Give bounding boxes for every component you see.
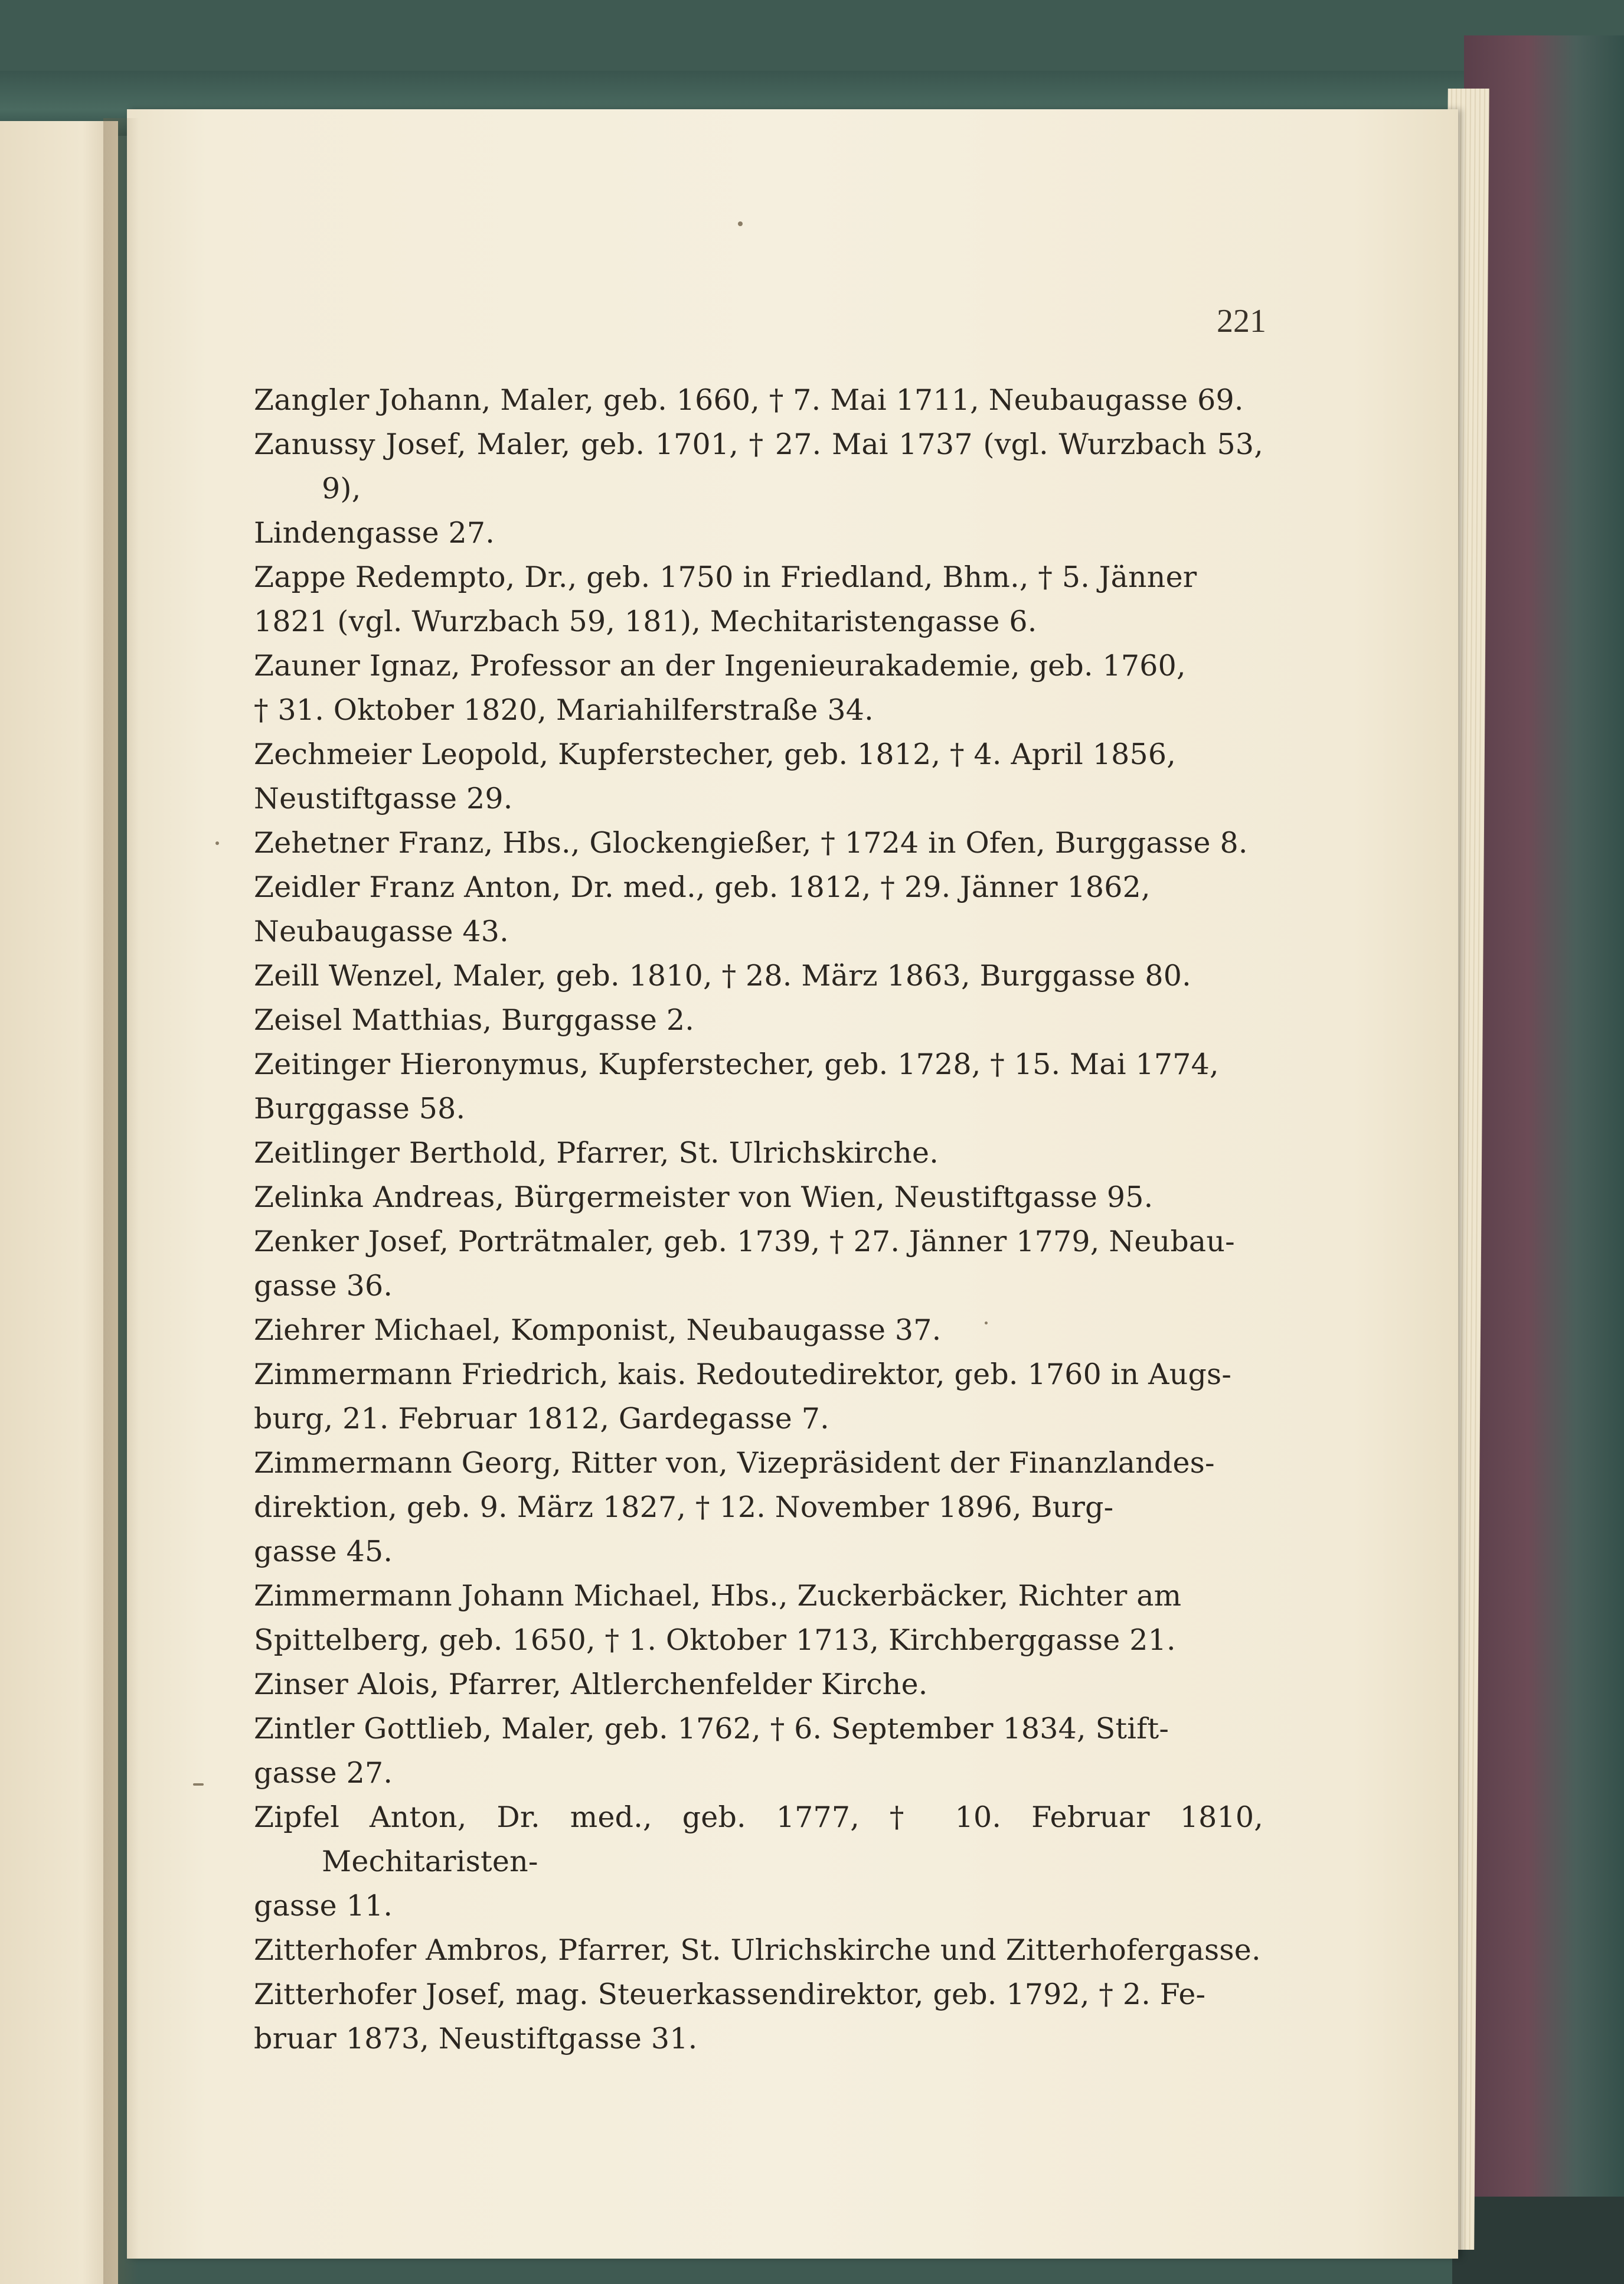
- entry: [254, 1219, 1263, 1308]
- entry-line-first: Zintler Gottlieb, Maler, geb. 1762, † 6. September 1834, Stift-: [254, 1712, 1169, 1745]
- entry: [254, 555, 1263, 644]
- entry-line-first: Zimmermann Friedrich, kais. Redoutedirektor, geb. 1760 in Augs-: [254, 1358, 1232, 1391]
- entry-line-continuation: bruar 1873, Neustiftgasse 31.: [254, 2022, 698, 2055]
- entry: [254, 821, 1263, 865]
- entry-line-continuation: burg, 21. Februar 1812, Gardegasse 7.: [254, 1402, 829, 1435]
- book-cover-right: [1464, 35, 1624, 2284]
- entry-line-first: Zappe Redempto, Dr., geb. 1750 in Friedland, Bhm., † 5. Jänner: [254, 560, 1197, 594]
- entry: [254, 1928, 1263, 1972]
- entry-line-first: Zangler Johann, Maler, geb. 1660, † 7. Mai 1711, Neubaugasse 69.: [254, 383, 1244, 417]
- entry-list: [254, 378, 1263, 2061]
- entry-line-continuation: Spittelberg, geb. 1650, † 1. Oktober 1713, Kirchberggasse 21.: [254, 1623, 1176, 1657]
- entry: [254, 865, 1263, 954]
- paper-speck: [193, 1783, 204, 1786]
- entry-line-first: Zitterhofer Ambros, Pfarrer, St. Ulrichskirche und Zitterhofergasse.: [254, 1933, 1261, 1967]
- entry-line-continuation: gasse 27.: [254, 1756, 393, 1790]
- entry-line-first: Zitterhofer Josef, mag. Steuerkassendirektor, geb. 1792, † 2. Fe-: [254, 1978, 1206, 2011]
- entry-line-first: Zeitlinger Berthold, Pfarrer, St. Ulrichskirche.: [254, 1136, 939, 1170]
- entry-line-continuation: Burggasse 58.: [254, 1092, 466, 1125]
- paper-speck: [215, 841, 219, 845]
- entry-line-first: Zimmermann Georg, Ritter von, Vizepräsident der Finanzlandes-: [254, 1446, 1215, 1480]
- paper-speck: [738, 221, 743, 226]
- entry-line-first: Zehetner Franz, Hbs., Glockengießer, † 1724 in Ofen, Burggasse 8.: [254, 826, 1248, 860]
- entry-line-continuation: gasse 11.: [254, 1889, 393, 1923]
- entry: [254, 732, 1263, 821]
- entry-line-first: Zipfel Anton, Dr. med., geb. 1777, † 10. Februar 1810, Mechitaristen-: [254, 1800, 1263, 1878]
- page-number: 221: [1217, 303, 1266, 340]
- entry-line-first: Zenker Josef, Porträtmaler, geb. 1739, † 27. Jänner 1779, Neubau-: [254, 1225, 1235, 1258]
- entry-line-continuation: 1821 (vgl. Wurzbach 59, 181), Mechitaristengasse 6.: [254, 605, 1037, 638]
- entry: [254, 1175, 1263, 1219]
- entry-line-continuation: gasse 45.: [254, 1535, 393, 1568]
- entry-line-continuation: Lindengasse 27.: [254, 516, 495, 550]
- entry: [254, 378, 1263, 422]
- entry: [254, 998, 1263, 1042]
- entry: [254, 1131, 1263, 1175]
- entry-line-first: Zauner Ignaz, Professor an der Ingenieurakademie, geb. 1760,: [254, 649, 1186, 683]
- entry: [254, 1441, 1263, 1574]
- entry: [254, 1972, 1263, 2061]
- entry-line-first: Zanussy Josef, Maler, geb. 1701, † 27. Mai 1737 (vgl. Wurzbach 53, 9),: [254, 428, 1263, 505]
- entry-line-continuation: gasse 36.: [254, 1269, 393, 1303]
- paper-speck: [985, 1322, 988, 1324]
- entry-line-continuation: Neubaugasse 43.: [254, 915, 509, 948]
- entry: [254, 1308, 1263, 1352]
- entry-line-first: Zeidler Franz Anton, Dr. med., geb. 1812, † 29. Jänner 1862,: [254, 870, 1151, 904]
- entry-line-continuation: † 31. Oktober 1820, Mariahilferstraße 34.: [254, 693, 874, 727]
- background-shadow: [1452, 2197, 1624, 2284]
- entry-line-first: Zimmermann Johann Michael, Hbs., Zuckerbäcker, Richter am: [254, 1579, 1182, 1613]
- entry: [254, 644, 1263, 732]
- gutter-shadow: [103, 118, 139, 2284]
- entry-line-first: Zeisel Matthias, Burggasse 2.: [254, 1003, 694, 1037]
- entry-line-first: Ziehrer Michael, Komponist, Neubaugasse 37.: [254, 1313, 942, 1347]
- entry: [254, 422, 1263, 555]
- entry: [254, 1662, 1263, 1707]
- entry-line-first: Zelinka Andreas, Bürgermeister von Wien, Neustiftgasse 95.: [254, 1180, 1154, 1214]
- entry-line-continuation: Neustiftgasse 29.: [254, 782, 513, 815]
- entry-line-first: Zeitinger Hieronymus, Kupferstecher, geb. 1728, † 15. Mai 1774,: [254, 1048, 1219, 1081]
- entry: [254, 1795, 1263, 1928]
- left-facing-page: [0, 121, 118, 2284]
- entry: [254, 1042, 1263, 1131]
- entry-line-first: Zinser Alois, Pfarrer, Altlerchenfelder Kirche.: [254, 1668, 928, 1701]
- entry-line-continuation: direktion, geb. 9. März 1827, † 12. November 1896, Burg-: [254, 1490, 1114, 1524]
- entry: [254, 954, 1263, 998]
- entry-line-first: Zechmeier Leopold, Kupferstecher, geb. 1812, † 4. April 1856,: [254, 738, 1177, 771]
- entry: [254, 1707, 1263, 1795]
- entry: [254, 1352, 1263, 1441]
- entry: [254, 1574, 1263, 1662]
- entry-line-first: Zeill Wenzel, Maler, geb. 1810, † 28. März 1863, Burggasse 80.: [254, 959, 1191, 993]
